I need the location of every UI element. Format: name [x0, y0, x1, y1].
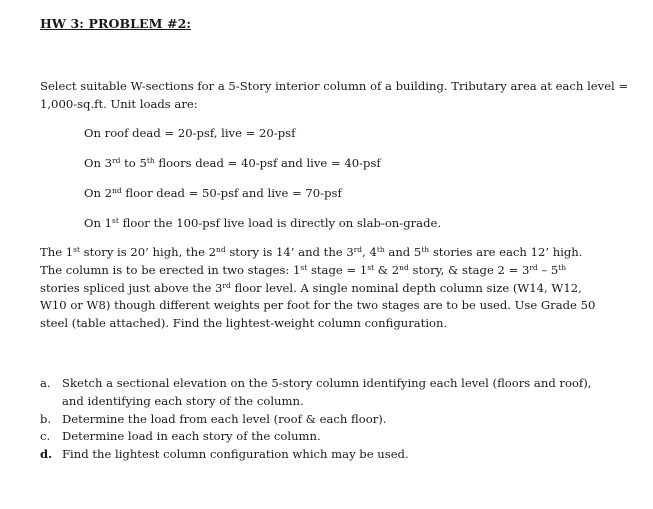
task-item-c — [40, 428, 600, 446]
intro-paragraph: Select suitable W-sections for a 5-Story interior column of a building. Tributary area at each level = 1,000-sq.ft. Unit loads are: — [40, 79, 629, 111]
ordinal-suffix: nd — [399, 262, 409, 272]
ordinal-suffix: st — [73, 245, 80, 254]
ordinal-suffix: th — [558, 262, 567, 272]
body-text: stories spliced just above the 3 — [40, 280, 223, 295]
body-text: story is 14’ and the 3 — [225, 245, 354, 259]
load-text: floor the 100-psf live load is directly on slab-on-grade. — [118, 216, 442, 230]
load-text: to 5 — [120, 156, 147, 170]
body-text: & 2 — [374, 262, 400, 277]
ordinal-suffix: rd — [353, 245, 363, 254]
ordinal-suffix: th — [146, 156, 155, 165]
load-text: On 2 — [84, 186, 113, 200]
body-text: and 5 — [384, 245, 422, 259]
ordinal-suffix: nd — [112, 186, 122, 195]
ordinal-suffix: rd — [222, 280, 231, 290]
load-floors-3-to-5 — [84, 155, 381, 171]
body-text: story, & stage 2 = 3 — [408, 262, 530, 277]
ordinal-suffix: st — [300, 262, 308, 272]
task-label: b. — [40, 411, 52, 426]
load-roof-text: On roof dead = 20-psf, live = 20-psf — [84, 126, 296, 140]
load-text: On 1 — [84, 216, 113, 230]
body-text: – 5 — [537, 262, 559, 277]
problem-title: HW 3: PROBLEM #2: — [40, 16, 192, 31]
ordinal-suffix: th — [421, 245, 430, 254]
body-text: floor level. A single nominal depth column size (W14, W12, W10 or W8) though different weights per foot for the two stages are to be used. Use Grade 50 steel (table attached). Find the lightest-weight column configuration. — [40, 280, 596, 331]
task-list — [40, 375, 600, 464]
load-text: floor dead = 50-psf and live = 70-psf — [121, 186, 342, 200]
task-item-d — [40, 446, 600, 464]
load-text: On 3 — [84, 156, 113, 170]
problem-description — [40, 244, 600, 333]
ordinal-suffix: rd — [529, 262, 538, 272]
body-text: , 4 — [362, 245, 377, 259]
ordinal-suffix: rd — [112, 156, 121, 165]
ordinal-suffix: st — [112, 216, 119, 225]
ordinal-suffix: st — [367, 262, 375, 272]
task-text: Determine load in each story of the column. — [62, 429, 321, 444]
task-item-b — [40, 411, 600, 429]
body-text: stories are each 12’ high. The column is to be erected in two stages: 1 — [40, 245, 583, 277]
task-text: Find the lightest column configuration which may be used. — [62, 447, 409, 462]
ordinal-suffix: th — [376, 245, 385, 254]
task-label: d. — [40, 447, 53, 462]
task-label: a. — [40, 376, 51, 390]
load-roof — [84, 125, 295, 141]
task-item-a — [40, 375, 600, 411]
task-label: c. — [40, 429, 51, 444]
task-text: Determine the load from each level (roof & each floor). — [62, 411, 387, 426]
load-floor-2 — [84, 185, 342, 201]
load-floor-1 — [84, 215, 441, 231]
body-text: story is 20’ high, the 2 — [80, 245, 217, 259]
task-text: Sketch a sectional elevation on the 5-story column identifying each level (floors and roof), and identifying each story of the column. — [62, 376, 592, 408]
ordinal-suffix: nd — [216, 245, 226, 254]
body-text: The 1 — [40, 245, 74, 259]
body-text: stage = 1 — [307, 262, 368, 277]
load-text: floors dead = 40-psf and live = 40-psf — [154, 156, 381, 170]
